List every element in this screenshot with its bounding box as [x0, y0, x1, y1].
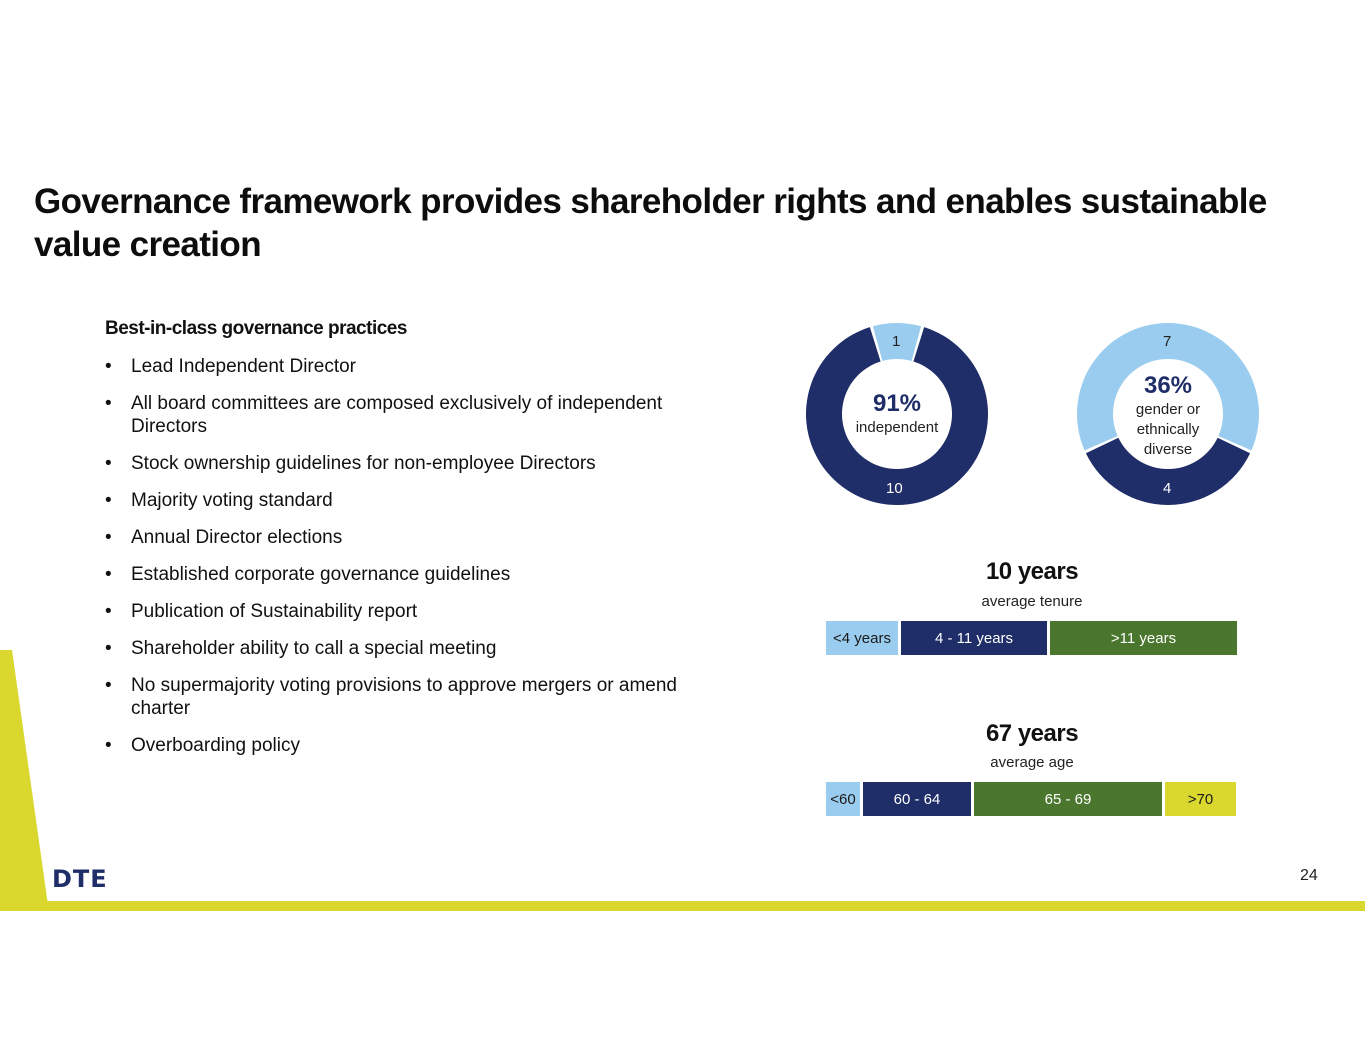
- list-item: • No supermajority voting provisions to approve mergers or amend charter: [105, 675, 677, 719]
- bullet-glyph: •: [105, 675, 112, 696]
- practices-section: [105, 318, 745, 771]
- age-headline: 67 years: [985, 720, 1079, 747]
- bullet-glyph: •: [105, 564, 112, 585]
- diversity-label-line-1: gender or: [1135, 401, 1201, 418]
- list-item: • Overboarding policy: [105, 735, 300, 756]
- list-item: • Majority voting standard: [105, 490, 333, 511]
- bullet-glyph: •: [105, 527, 112, 548]
- bullet-glyph: •: [105, 356, 112, 377]
- tenure-headline: 10 years: [985, 558, 1079, 585]
- bullet-glyph: •: [105, 490, 112, 511]
- diversity-percent: 36%: [1143, 372, 1193, 399]
- diversity-donut-chart: [1076, 322, 1260, 506]
- tenure-subtitle: average tenure: [981, 593, 1083, 610]
- independence-segment-large-label: 10: [886, 480, 903, 497]
- age-segment-under-60: <60: [826, 782, 860, 816]
- page-title: Governance framework provides shareholder rights and enables sustainable value creation: [34, 182, 1267, 264]
- age-segment-60-64: 60 - 64: [863, 782, 971, 816]
- practices-heading: Best-in-class governance practices: [105, 318, 407, 339]
- diversity-segment-large-label: 7: [1163, 333, 1172, 350]
- independence-percent: 91%: [872, 390, 922, 417]
- list-item: • Lead Independent Director: [105, 356, 356, 377]
- bullet-glyph: •: [105, 735, 112, 756]
- practices-list: [105, 355, 745, 757]
- tenure-segment-over-11: >11 years: [1050, 621, 1237, 655]
- bullet-glyph: •: [105, 393, 112, 414]
- tenure-segment-4-11: 4 - 11 years: [901, 621, 1047, 655]
- independence-label: independent: [855, 419, 939, 436]
- diversity-segment-small-label: 4: [1163, 480, 1172, 497]
- diversity-label-line-3: diverse: [1143, 441, 1193, 458]
- bullet-glyph: •: [105, 453, 112, 474]
- independence-segment-small-label: 1: [892, 333, 901, 350]
- list-item: • Stock ownership guidelines for non-employee Directors: [105, 453, 596, 474]
- list-item: • Annual Director elections: [105, 527, 343, 548]
- list-item: • Shareholder ability to call a special meeting: [105, 638, 497, 659]
- page-number: 24: [1300, 867, 1318, 884]
- dte-logo: DTE: [52, 865, 108, 893]
- list-item: • All board committees are composed exclusively of independent Directors: [105, 393, 663, 437]
- list-item: • Established corporate governance guidelines: [105, 564, 511, 585]
- list-item: • Publication of Sustainability report: [105, 601, 418, 622]
- yellow-accent-wedge: [0, 0, 60, 912]
- bullet-glyph: •: [105, 638, 112, 659]
- diversity-label-line-2: ethnically: [1136, 421, 1200, 438]
- footer-yellow-band: [0, 901, 1365, 911]
- independence-donut-chart: [805, 322, 989, 506]
- age-segment-65-69: 65 - 69: [974, 782, 1162, 816]
- tenure-bar: [826, 621, 1237, 655]
- age-segment-over-70: >70: [1165, 782, 1236, 816]
- age-bar: [826, 782, 1236, 816]
- bullet-glyph: •: [105, 601, 112, 622]
- age-subtitle: average age: [990, 754, 1074, 771]
- tenure-segment-under-4: <4 years: [826, 621, 898, 655]
